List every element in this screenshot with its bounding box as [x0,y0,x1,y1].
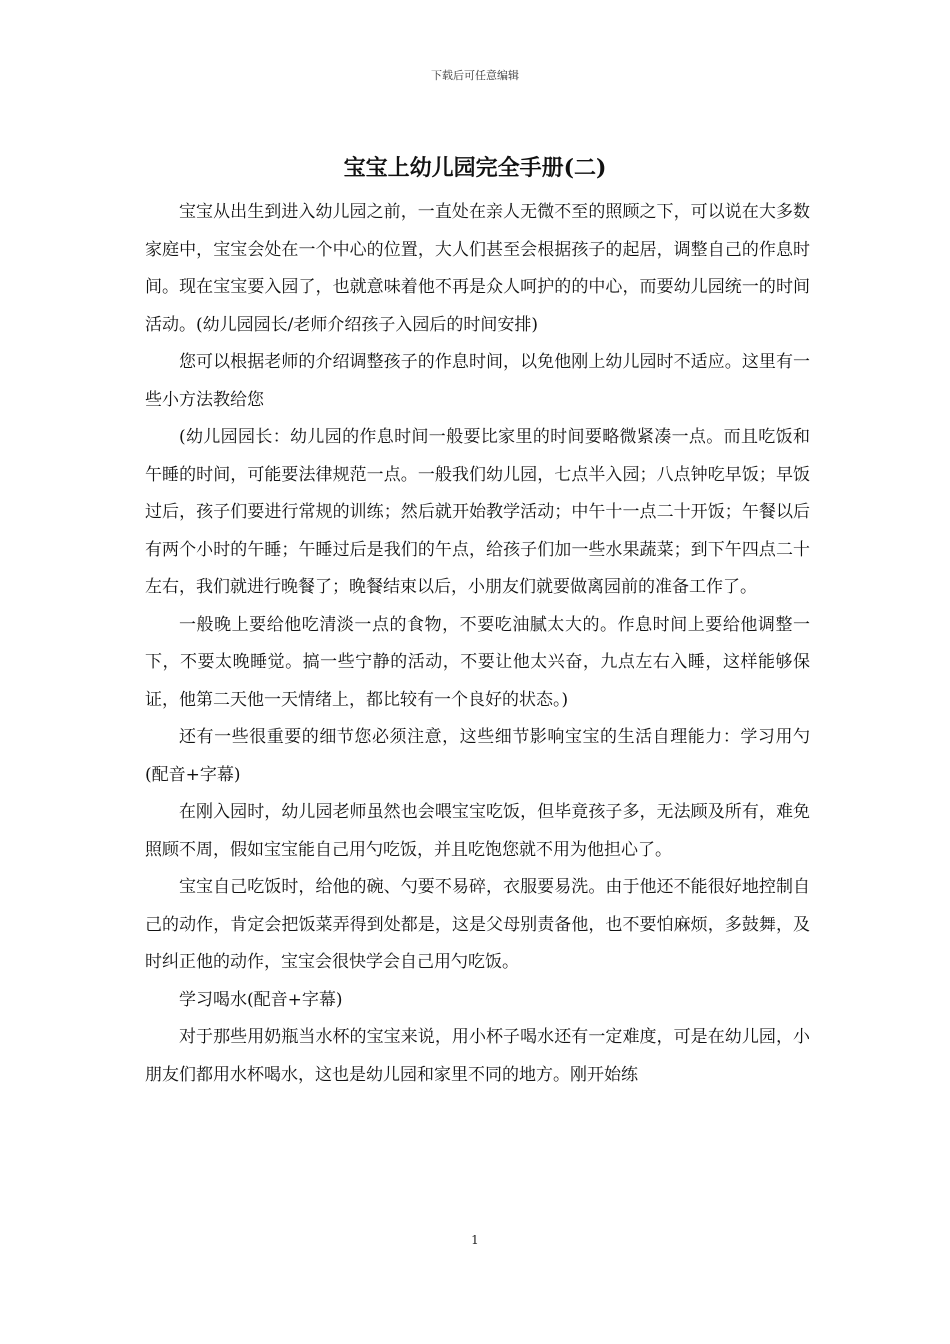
paragraph-5: 还有一些很重要的细节您必须注意，这些细节影响宝宝的生活自理能力：学习用勺(配音+字幕) [145,727,810,785]
paragraph-9: 对于那些用奶瓶当水杯的宝宝来说，用小杯子喝水还有一定难度，可是在幼儿园，小朋友们都用水杯喝水，这也是幼儿园和家里不同的地方。刚开始练 [145,1027,810,1085]
paragraph-3: (幼儿园园长：幼儿园的作息时间一般要比家里的时间要略微紧凑一点。而且吃饭和午睡的时间，可能要法律规范一点。一般我们幼儿园，七点半入园；八点钟吃早饭；早饭过后，孩子们要进行常规的训练；然后就开始教学活动；中午十一点二十开饭；午餐以后有两个小时的午睡；午睡过后是我们的午点，给孩子们加一些水果蔬菜；到下午四点二十左右，我们就进行晚餐了；晚餐结束以后，小朋友们就要做离园前的准备工作了。 [145,427,810,597]
paragraph-8: 学习喝水(配音+字幕) [179,989,343,1010]
paragraph-6: 在刚入园时，幼儿园老师虽然也会喂宝宝吃饭，但毕竟孩子多，无法顾及所有，难免照顾不周，假如宝宝能自己用勺吃饭，并且吃饱您就不用为他担心了。 [145,802,810,860]
paragraph-2: 您可以根据老师的介绍调整孩子的作息时间，以免他刚上幼儿园时不适应。这里有一些小方法教给您 [145,352,810,410]
page-number: 1 [471,1233,479,1247]
paragraph-7: 宝宝自己吃饭时，给他的碗、勺要不易碎，衣服要易洗。由于他还不能很好地控制自己的动作，肯定会把饭菜弄得到处都是，这是父母别责备他，也不要怕麻烦，多鼓舞，及时纠正他的动作，宝宝会很快学会自己用勺吃饭。 [145,877,810,972]
header-note: 下载后可任意编辑 [431,69,519,82]
document-body [145,194,810,1094]
paragraph-1: 宝宝从出生到进入幼儿园之前，一直处在亲人无微不至的照顾之下，可以说在大多数家庭中，宝宝会处在一个中心的位置，大人们甚至会根据孩子的起居，调整自己的作息时间。现在宝宝要入园了，也就意味着他不再是众人呵护的的中心，而要幼儿园统一的时间活动。(幼儿园园长/老师介绍孩子入园后的时间安排) [145,202,810,335]
paragraph-4: 一般晚上要给他吃清淡一点的食物，不要吃油腻太大的。作息时间上要给他调整一下，不要太晚睡觉。搞一些宁静的活动，不要让他太兴奋，九点左右入睡，这样能够保证，他第二天他一天情绪上，都比较有一个良好的状态。) [145,614,810,710]
document-title: 宝宝上幼儿园完全手册(二) [343,155,607,181]
